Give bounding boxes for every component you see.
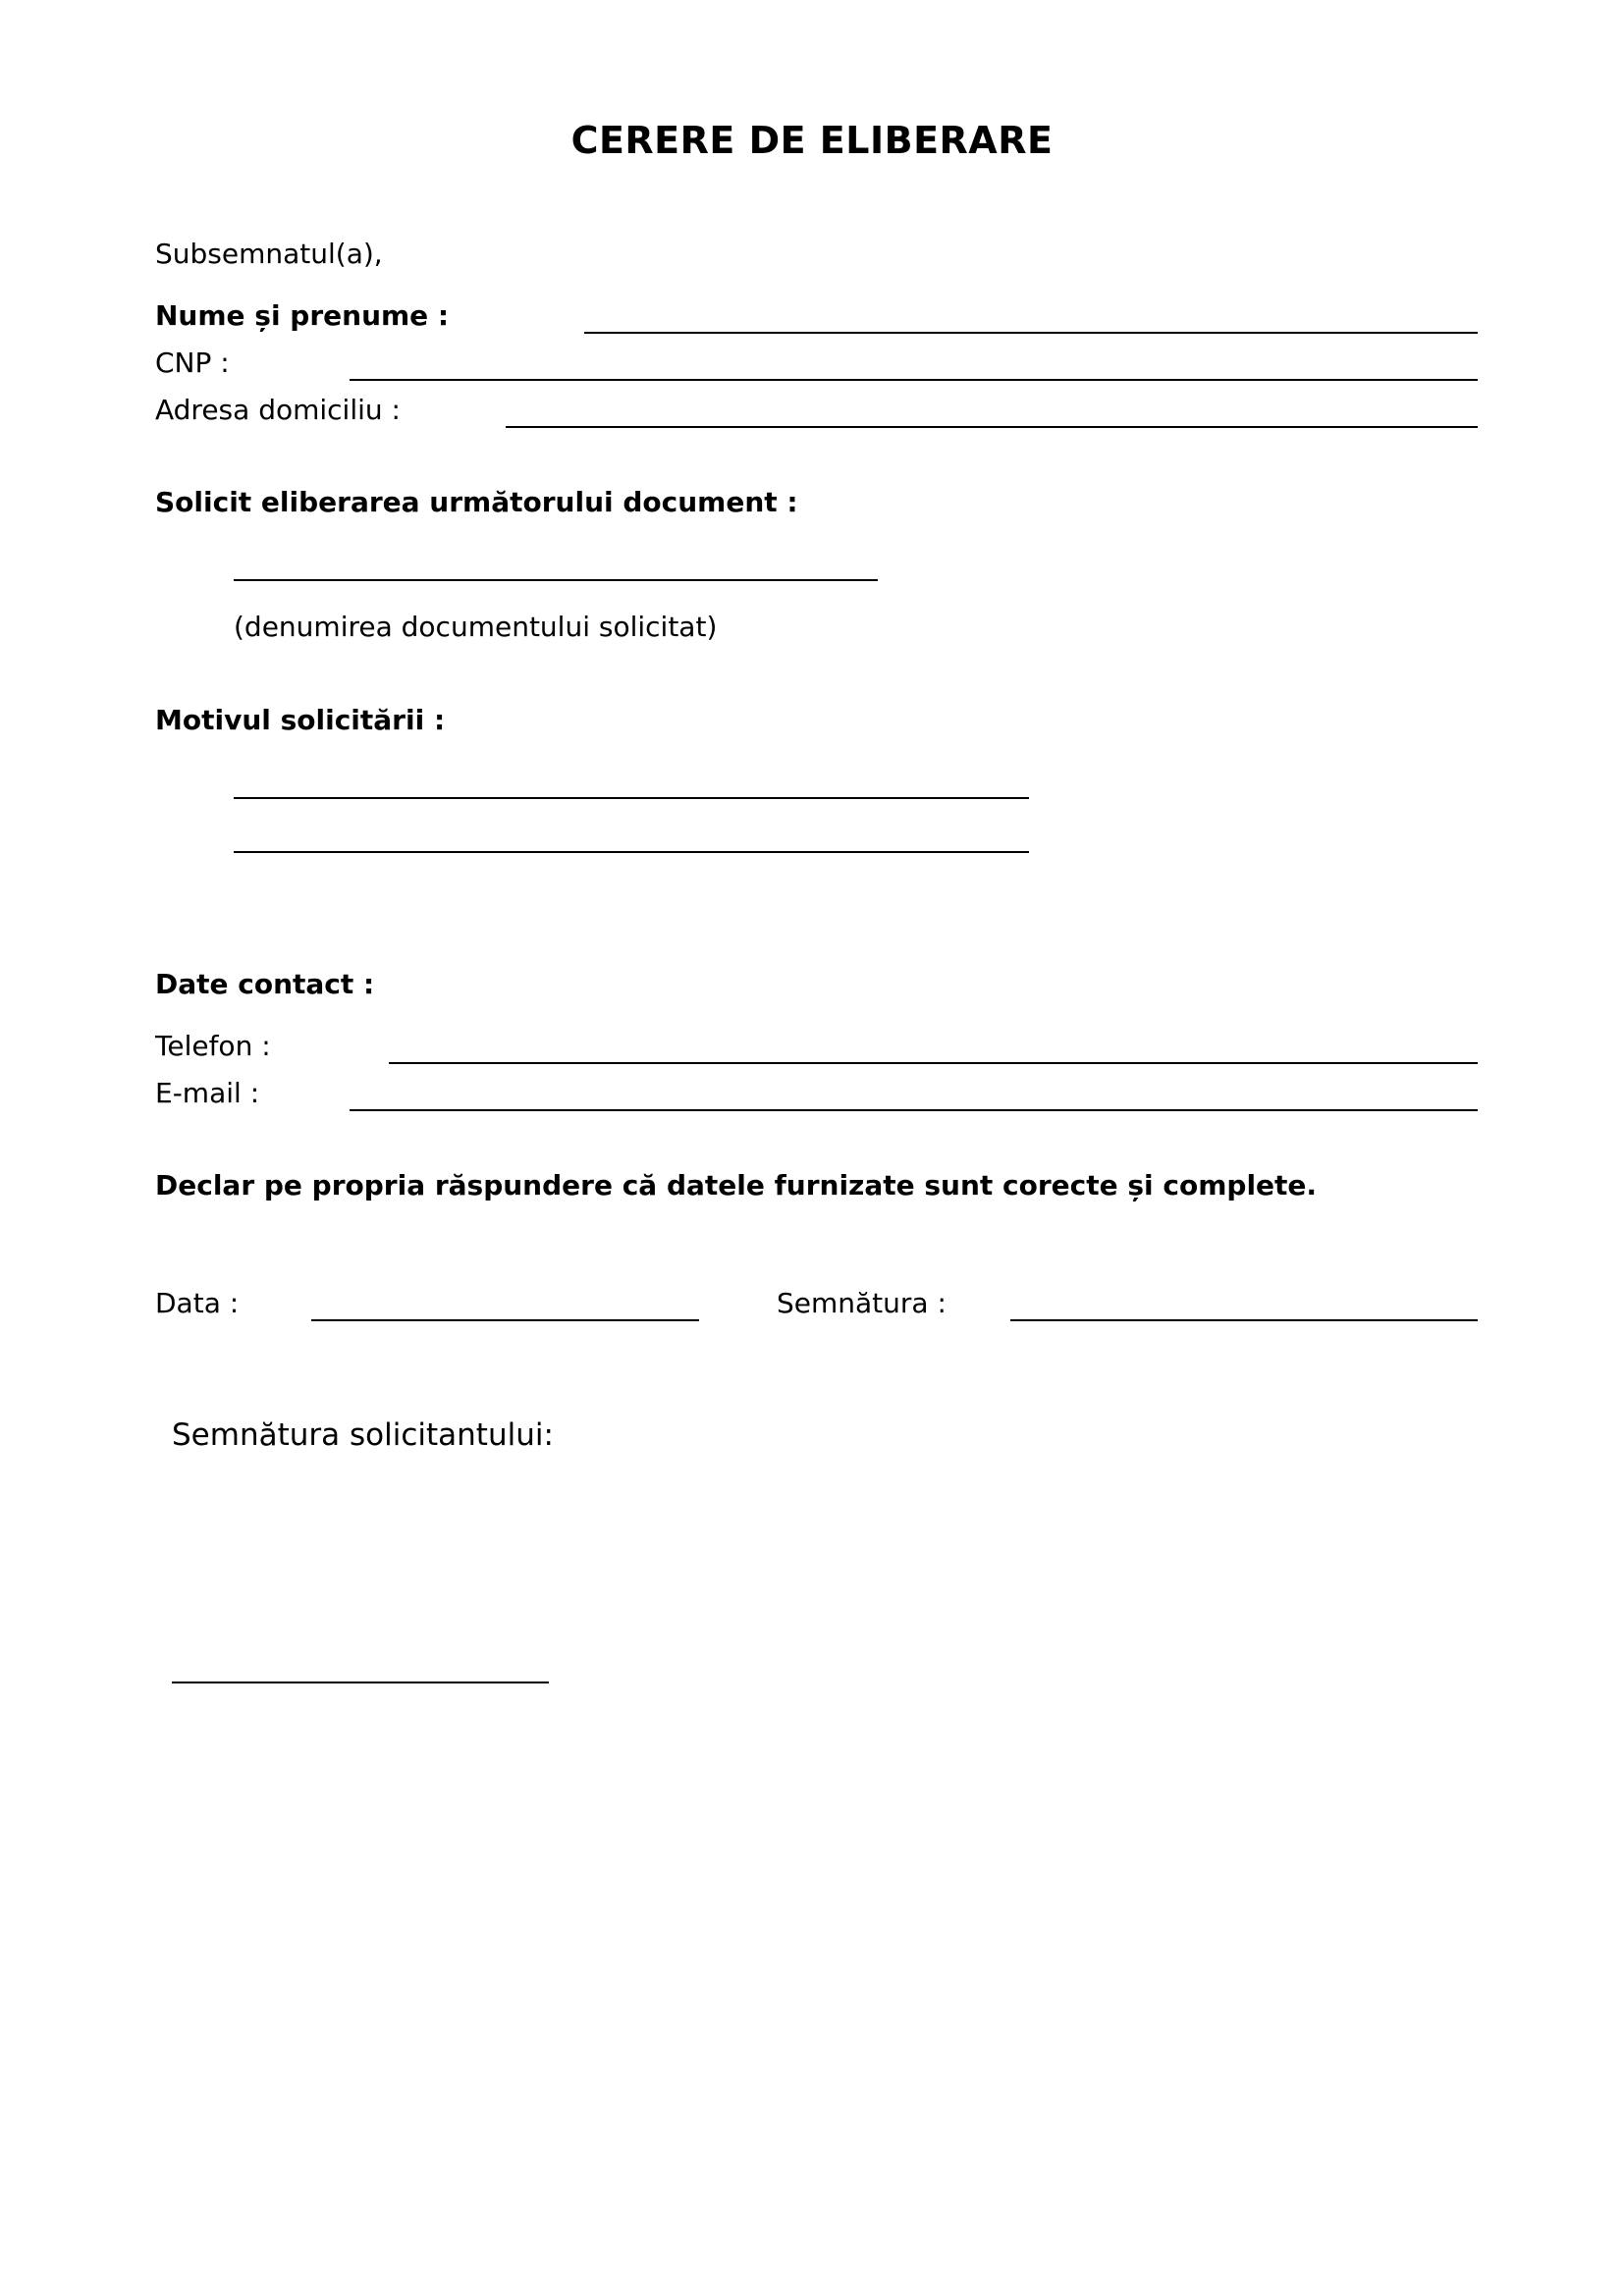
reason-field-line-2[interactable] [234, 851, 1029, 853]
reason-field-line-1[interactable] [234, 797, 1029, 799]
declaration-text: Declar pe propria răspundere că datele furnizate sunt corecte și complete. [155, 1169, 1318, 1201]
document-name-caption: (denumirea documentului solicitat) [234, 611, 718, 643]
reason-heading: Motivul solicitării : [155, 704, 446, 736]
email-label: E-mail : [155, 1077, 260, 1109]
intro-text: Subsemnatul(a), [155, 238, 383, 270]
document-request-heading: Solicit eliberarea următorului document : [155, 486, 798, 518]
date-label: Data : [155, 1287, 240, 1319]
document-name-field-line[interactable] [234, 579, 878, 581]
cnp-field-line[interactable] [350, 379, 1478, 381]
phone-field-line[interactable] [389, 1062, 1478, 1064]
name-field-line[interactable] [584, 332, 1478, 334]
address-field-line[interactable] [506, 426, 1478, 428]
applicant-signature-label: Semnătura solicitantului: [172, 1417, 554, 1453]
cnp-label: CNP : [155, 347, 230, 379]
applicant-signature-line[interactable] [172, 1682, 549, 1683]
signature-label: Semnătura : [777, 1287, 947, 1319]
date-field-line[interactable] [311, 1319, 699, 1321]
contact-heading: Date contact : [155, 968, 375, 1000]
signature-field-line[interactable] [1010, 1319, 1478, 1321]
email-field-line[interactable] [350, 1109, 1478, 1111]
address-label: Adresa domiciliu : [155, 394, 401, 426]
phone-label: Telefon : [155, 1030, 271, 1062]
document-title: CERERE DE ELIBERARE [570, 119, 1054, 162]
name-label: Nume și prenume : [155, 299, 450, 332]
